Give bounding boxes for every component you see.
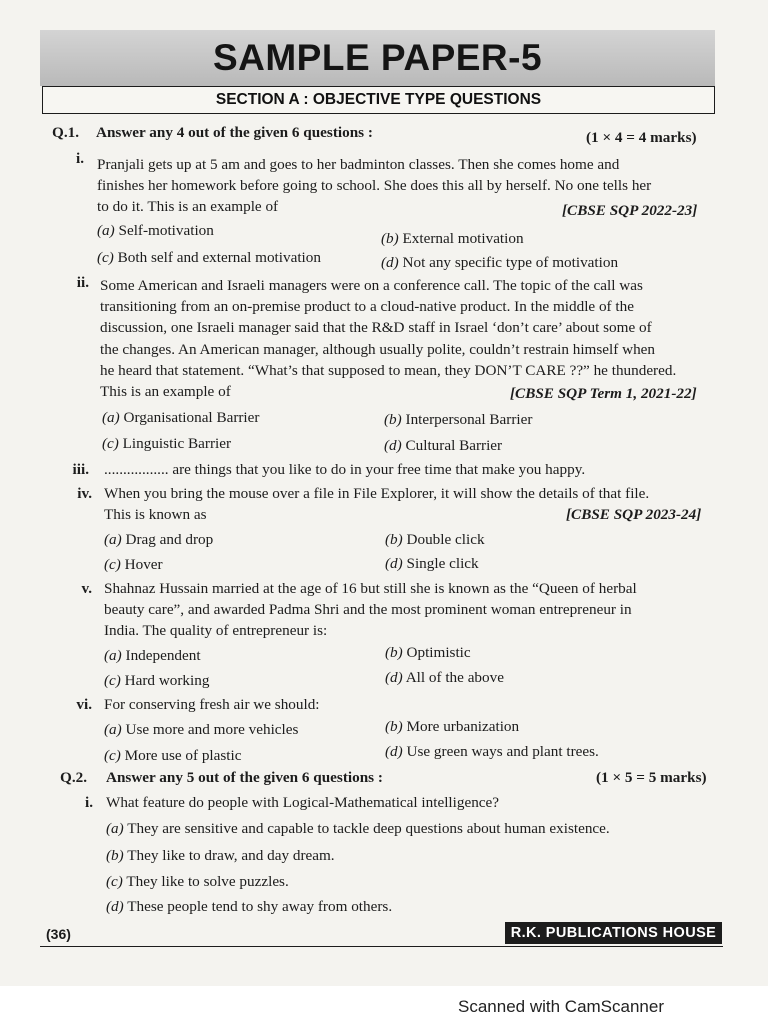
question-text-line: This is an example of bbox=[100, 383, 231, 400]
option-c: (c) Both self and external motivation bbox=[97, 249, 321, 266]
subquestion-number: iv. bbox=[77, 485, 92, 502]
question-text-line: finishes her homework before going to school. She does this all by herself. No one tells her bbox=[97, 177, 652, 194]
question-text-line: the changes. An American manager, although usually polite, couldn’t restrain himself when bbox=[100, 341, 655, 358]
scanner-watermark: Scanned with CamScanner bbox=[458, 997, 665, 1016]
question-text-line: Shahnaz Hussain married at the age of 16 but still she is known as the “Queen of herbal bbox=[104, 580, 637, 597]
subquestion-number: ii. bbox=[76, 274, 89, 291]
question-number: Q.2. bbox=[60, 769, 88, 786]
option-b: (b) More urbanization bbox=[385, 718, 520, 735]
question-instruction: Answer any 4 out of the given 6 questions : bbox=[96, 124, 373, 141]
question-number: Q.1. bbox=[52, 124, 80, 141]
option-d: (d) All of the above bbox=[385, 669, 504, 686]
option-d: (d) Single click bbox=[385, 555, 479, 572]
title-banner bbox=[40, 30, 715, 86]
option-c: (c) Hard working bbox=[104, 672, 210, 689]
subquestion-number: i. bbox=[75, 150, 84, 167]
option-d: (d) Not any specific type of motivation bbox=[381, 254, 619, 271]
option-a: (a) Self-motivation bbox=[97, 222, 214, 239]
question-marks: (1 × 4 = 4 marks) bbox=[586, 129, 697, 146]
option-b: (b) Double click bbox=[385, 531, 485, 548]
option-a: (a) Organisational Barrier bbox=[102, 409, 260, 426]
option-d: (d) Cultural Barrier bbox=[384, 437, 503, 454]
question-text-line: ................. are things that you like to do in your free time that make you happy. bbox=[104, 461, 586, 478]
question-text-line: This is known as bbox=[104, 506, 207, 523]
question-instruction: Answer any 5 out of the given 6 questions : bbox=[106, 769, 383, 786]
option-d: (d) These people tend to shy away from others. bbox=[106, 898, 393, 915]
question-text-line: transitioning from an on-premise product to a cloud-native product. In the middle of the bbox=[100, 298, 634, 315]
option-b: (b) Optimistic bbox=[385, 644, 471, 661]
section-heading-box bbox=[42, 86, 715, 114]
option-c: (c) More use of plastic bbox=[104, 747, 242, 764]
question-text-line: Some American and Israeli managers were on a conference call. The topic of the call was bbox=[100, 277, 643, 294]
question-text-line: he heard that statement. “What’s that supposed to mean, they DON’T CARE ??” he thundered. bbox=[100, 362, 677, 379]
question-marks: (1 × 5 = 5 marks) bbox=[596, 769, 707, 786]
question-text-line: Pranjali gets up at 5 am and goes to her badminton classes. Then she comes home and bbox=[97, 156, 620, 173]
section-heading: SECTION A : OBJECTIVE TYPE QUESTIONS bbox=[215, 91, 542, 108]
publisher-badge: R.K. PUBLICATIONS HOUSE bbox=[505, 922, 722, 944]
option-a: (a) Independent bbox=[104, 647, 201, 664]
question-text-line: For conserving fresh air we should: bbox=[104, 696, 320, 713]
option-b: (b) Interpersonal Barrier bbox=[384, 411, 533, 428]
option-a: (a) Use more and more vehicles bbox=[104, 721, 299, 738]
option-c: (c) They like to solve puzzles. bbox=[106, 873, 289, 890]
question-text-line: India. The quality of entrepreneur is: bbox=[104, 622, 328, 639]
option-b: (b) External motivation bbox=[381, 230, 524, 247]
option-d: (d) Use green ways and plant trees. bbox=[385, 743, 599, 760]
question-text-line: to do it. This is an example of bbox=[97, 198, 279, 215]
source-reference: [CBSE SQP 2023-24] bbox=[566, 506, 702, 523]
question-text-line: When you bring the mouse over a file in File Explorer, it will show the details of that file. bbox=[104, 485, 650, 502]
subquestion-number: i. bbox=[84, 794, 93, 811]
option-b: (b) They like to draw, and day dream. bbox=[106, 847, 335, 864]
option-a: (a) They are sensitive and capable to tackle deep questions about human existence. bbox=[106, 820, 610, 837]
subquestion-number: vi. bbox=[76, 696, 92, 713]
option-a: (a) Drag and drop bbox=[104, 531, 214, 548]
paper-title: SAMPLE PAPER-5 bbox=[212, 37, 543, 78]
source-reference: [CBSE SQP Term 1, 2021-22] bbox=[510, 385, 697, 402]
footer-rule bbox=[40, 946, 723, 947]
page-number: (36) bbox=[46, 926, 71, 942]
question-text-line: What feature do people with Logical-Mathematical intelligence? bbox=[106, 794, 500, 811]
option-c: (c) Hover bbox=[104, 556, 163, 573]
subquestion-number: iii. bbox=[72, 461, 89, 478]
question-text-line: discussion, one Israeli manager said that the R&D staff in Israel ‘don’t care’ about some of bbox=[100, 319, 652, 336]
question-text-line: beauty care”, and awarded Padma Shri and the most prominent woman entrepreneur in bbox=[104, 601, 632, 618]
option-c: (c) Linguistic Barrier bbox=[102, 435, 232, 452]
subquestion-number: v. bbox=[81, 580, 92, 597]
source-reference: [CBSE SQP 2022-23] bbox=[562, 202, 698, 219]
